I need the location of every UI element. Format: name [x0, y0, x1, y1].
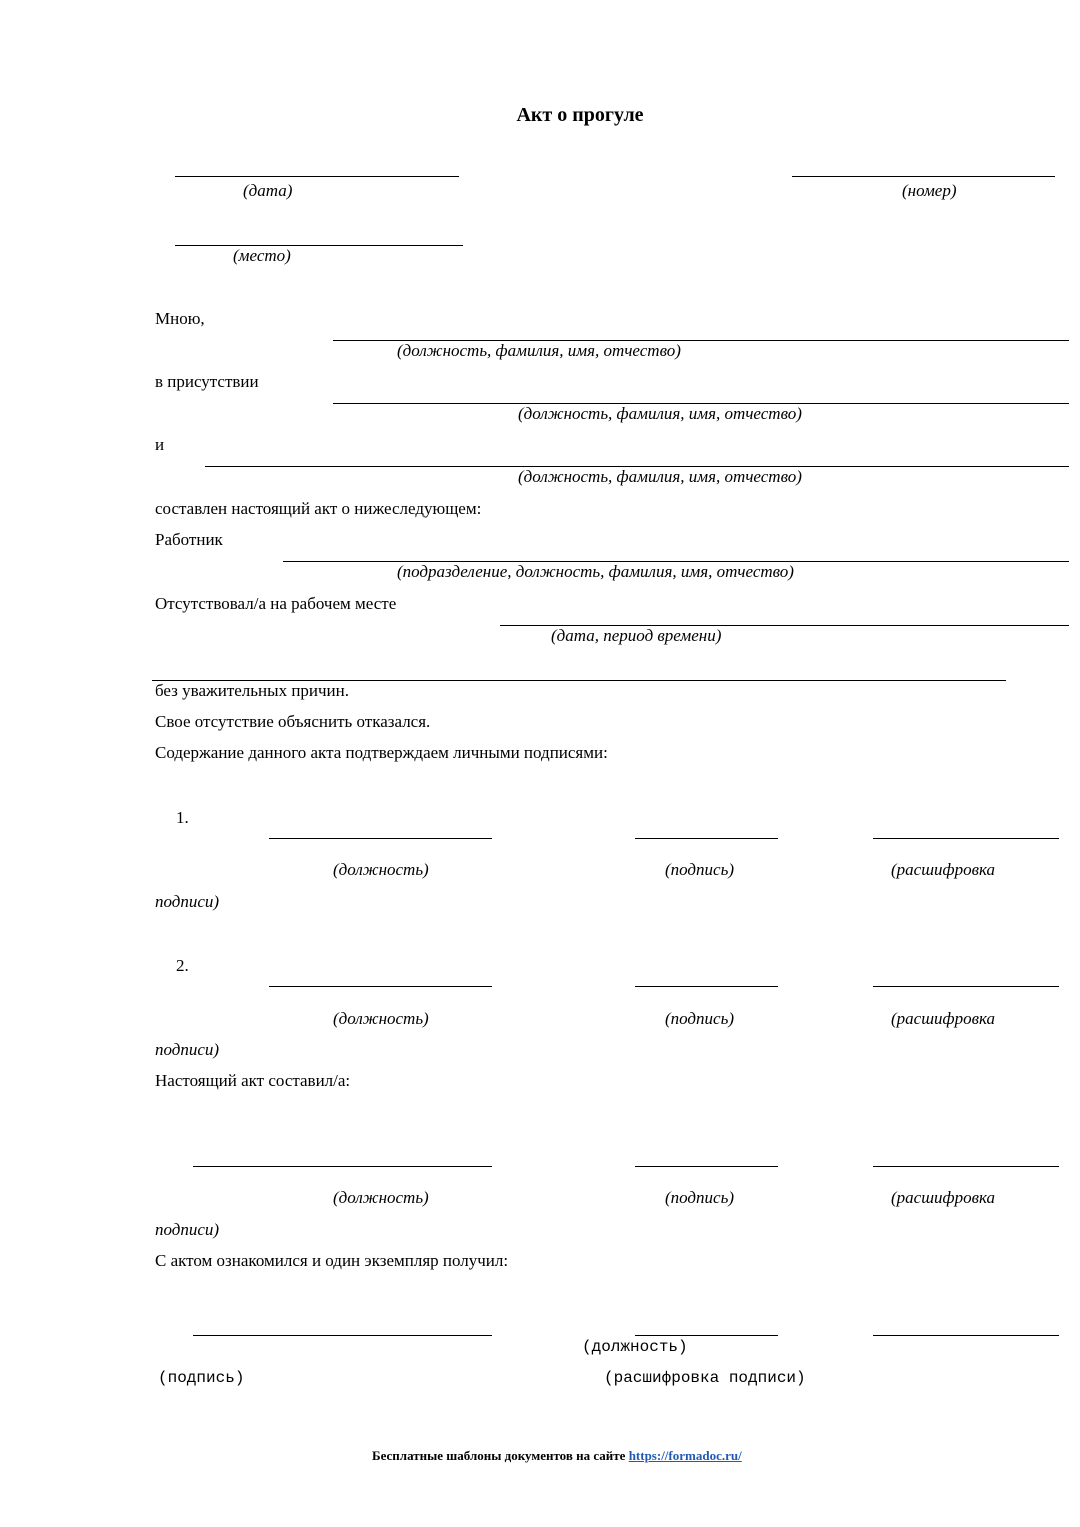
composer-label: Настоящий акт составил/а: — [155, 1071, 351, 1090]
acknowledge-sign-line[interactable] — [635, 1335, 778, 1336]
signature-number: 1. — [176, 808, 189, 827]
document-title: Акт о прогуле — [516, 104, 644, 126]
date-caption: (дата) — [243, 181, 293, 200]
signature-decode-line[interactable] — [873, 838, 1059, 839]
number-field-line[interactable] — [792, 176, 1055, 177]
decode-caption: (расшифровка — [891, 1009, 996, 1028]
composer-position-caption: (должность) — [333, 1188, 429, 1207]
composer-decode-line[interactable] — [873, 1166, 1059, 1167]
confirm-text: Содержание данного акта подтверждаем личными подписями: — [155, 743, 608, 762]
signature-decode-line[interactable] — [873, 986, 1059, 987]
absent-label: Отсутствовал/а на рабочем месте — [155, 594, 397, 613]
acknowledge-sign-caption: (подпись) — [158, 1369, 245, 1387]
composed-text: составлен настоящий акт о нижеследующем: — [155, 499, 482, 518]
composer-position-line[interactable] — [193, 1166, 492, 1167]
acknowledge-position-line[interactable] — [193, 1335, 492, 1336]
presence-caption: (должность, фамилия, имя, отчество) — [518, 404, 802, 423]
composer-sign-line[interactable] — [635, 1166, 778, 1167]
composer-decode-caption-cont: подписи) — [155, 1220, 220, 1239]
acknowledge-position-caption: (должность) — [582, 1338, 688, 1356]
no-reason-text: без уважительных причин. — [155, 681, 350, 700]
by-me-caption: (должность, фамилия, имя, отчество) — [397, 341, 681, 360]
decode-caption: (расшифровка — [891, 860, 996, 879]
signature-number: 2. — [176, 956, 189, 975]
decode-caption-cont: подписи) — [155, 1040, 220, 1059]
employee-caption: (подразделение, должность, фамилия, имя, отчество) — [397, 562, 794, 581]
signature-position-line[interactable] — [269, 986, 492, 987]
employee-label: Работник — [155, 530, 223, 549]
sign-caption: (подпись) — [665, 1009, 734, 1028]
and-label: и — [155, 435, 165, 454]
signature-sign-line[interactable] — [635, 838, 778, 839]
absent-caption: (дата, период времени) — [551, 626, 722, 645]
footer — [372, 1446, 742, 1466]
footer-text: Бесплатные шаблоны документов на сайте — [372, 1448, 626, 1463]
acknowledge-label: С актом ознакомился и один экземпляр получил: — [155, 1251, 509, 1270]
place-caption: (место) — [233, 246, 291, 265]
composer-sign-caption: (подпись) — [665, 1188, 734, 1207]
signature-sign-line[interactable] — [635, 986, 778, 987]
sign-caption: (подпись) — [665, 860, 734, 879]
acknowledge-decode-line[interactable] — [873, 1335, 1059, 1336]
footer-link[interactable]: https://formadoc.ru/ — [628, 1448, 742, 1463]
and-caption: (должность, фамилия, имя, отчество) — [518, 467, 802, 486]
decode-caption-cont: подписи) — [155, 892, 220, 911]
date-field-line[interactable] — [175, 176, 459, 177]
place-field-line[interactable] — [175, 245, 463, 246]
composer-decode-caption: (расшифровка — [891, 1188, 996, 1207]
position-caption: (должность) — [333, 1009, 429, 1028]
presence-label: в присутствии — [155, 372, 259, 391]
number-caption: (номер) — [902, 181, 957, 200]
by-me-label: Мною, — [155, 309, 205, 328]
refused-text: Свое отсутствие объяснить отказался. — [155, 712, 431, 731]
signature-position-line[interactable] — [269, 838, 492, 839]
position-caption: (должность) — [333, 860, 429, 879]
acknowledge-decode-caption: (расшифровка подписи) — [604, 1369, 806, 1387]
